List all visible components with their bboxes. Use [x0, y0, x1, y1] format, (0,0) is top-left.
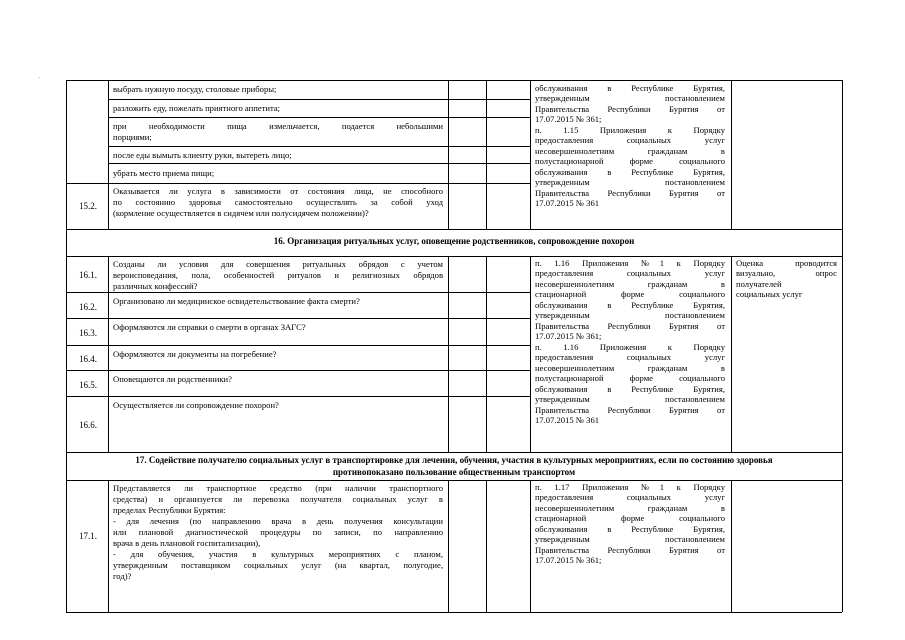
ref-line: обслуживания в Республике Бурятия,	[535, 83, 725, 93]
row-number: 16.1.	[79, 270, 97, 280]
question-line: Оформляются ли справки о смерти в органах ЗАГС?	[113, 322, 306, 332]
ref-line: предоставления социальных услуг	[535, 268, 725, 278]
ref-line: предоставления социальных услуг	[535, 352, 725, 362]
ref-line: несовершеннолетним гражданам в	[535, 363, 725, 373]
question-line: средства) и организуется ли перевозка получателя социальных услуг в	[113, 494, 443, 504]
question-line: - для лечения (по направлению врача в день получения консультации	[113, 516, 443, 526]
ref-line: несовершеннолетним гражданам в	[535, 279, 725, 289]
question-line: Оформляются ли документы на погребение?	[113, 349, 277, 359]
ref-line: Правительства Республики Бурятия от	[535, 321, 725, 331]
question-line: или плановой диагностической процедуры по записи, по направлению	[113, 527, 443, 537]
ref-line: обслуживания в Республике Бурятия,	[535, 524, 725, 534]
step-item: порциями;	[113, 132, 152, 142]
ref-line: Правительства Республики Бурятия от	[535, 188, 725, 198]
question-line: Созданы ли условия для совершения ритуальных обрядов с учетом	[113, 259, 443, 269]
step-item: выбрать нужную посуду, столовые приборы;	[113, 84, 277, 94]
ref-line: п. 1.15 Приложения к Порядку	[535, 125, 725, 135]
ref-line: 17.07.2015 № 361	[535, 415, 600, 425]
row-number: 17.1.	[79, 531, 97, 541]
ref-line: Правительства Республики Бурятия от	[535, 545, 725, 555]
question-line: (кормление осуществляется в сидячем или полусидячем положении)?	[113, 208, 369, 218]
ref-line: утвержденным постановлением	[535, 394, 725, 404]
section-16-title: 16. Организация ритуальных услуг, оповещение родственников, сопровождение похорон	[273, 236, 635, 246]
step-item: при необходимости пища измельчается, подается небольшими	[113, 121, 443, 131]
question-line: Организовано ли медицинское освидетельствование факта смерти?	[113, 296, 360, 306]
question-line: утвержденным поставщиком социальных услуг (на квартал, полугодие,	[113, 560, 443, 570]
row-number: 16.2.	[79, 302, 97, 312]
stray-mark: ·	[38, 74, 41, 82]
ref-line: утвержденным постановлением	[535, 177, 725, 187]
ref-line: обслуживания в Республике Бурятия,	[535, 167, 725, 177]
note-line: визуально, опрос	[736, 268, 837, 278]
ref-line: Правительства Республики Бурятия от	[535, 104, 725, 114]
ref-line: полустационарной форме социального	[535, 156, 725, 166]
ref-line: предоставления социальных услуг	[535, 135, 725, 145]
ref-line: утвержденным постановлением	[535, 93, 725, 103]
step-item: убрать место приема пищи;	[113, 168, 215, 178]
ref-line: 17.07.2015 № 361	[535, 198, 600, 208]
row-number: 16.4.	[79, 354, 97, 364]
ref-line: предоставления социальных услуг	[535, 492, 725, 502]
section-17-title-line2: противопоказано пользование общественным транспортом	[332, 467, 576, 477]
note-line: получателей	[736, 279, 782, 289]
ref-line: обслуживания в Республике Бурятия,	[535, 300, 725, 310]
row-number: 16.5.	[79, 380, 97, 390]
question-line: Оказывается ли услуга в зависимости от состояния лица, не способного	[113, 186, 443, 196]
ref-line: 17.07.2015 № 361;	[535, 331, 602, 341]
ref-line: 17.07.2015 № 361;	[535, 114, 602, 124]
step-item: разложить еду, пожелать приятного аппетита;	[113, 103, 281, 113]
ref-line: утвержденным постановлением	[535, 534, 725, 544]
question-line: вероисповедания, пола, особенностей ритуалов и религиозных обрядов	[113, 270, 443, 280]
question-line: по состоянию здоровья самостоятельно осуществлять за собой уход	[113, 197, 443, 207]
ref-line: несовершеннолетним гражданам в	[535, 503, 725, 513]
question-line: - для обучения, участия в культурных мероприятиях с планом,	[113, 549, 443, 559]
ref-line: п. 1.16 Приложения к Порядку	[535, 342, 725, 352]
ref-line: полустационарной форме социального	[535, 373, 725, 383]
question-line: пределах Республики Бурятия:	[113, 505, 226, 515]
question-line: Оповещаются ли родственники?	[113, 374, 232, 384]
ref-line: утвержденным постановлением	[535, 310, 725, 320]
row-number: 15.2.	[79, 201, 97, 211]
note-line: Оценка проводится	[736, 258, 837, 268]
question-line: различных конфессий?	[113, 281, 198, 291]
question-line: Осуществляется ли сопровождение похорон?	[113, 400, 279, 410]
ref-line: стационарной форме социального	[535, 513, 725, 523]
question-line: Представляется ли транспортное средство (при наличии транспортного	[113, 483, 443, 493]
note-line: социальных услуг	[736, 289, 803, 299]
ref-line: стационарной форме социального	[535, 289, 725, 299]
ref-line: 17.07.2015 № 361;	[535, 555, 602, 565]
ref-line: п. 1.16 Приложения №1 к Порядку	[535, 258, 725, 268]
section-17-title-line1: 17. Содействие получателю социальных услуг в транспортировке для лечения, обучения, участия в культурных мероприятиях, если по состоянию здоровья	[135, 455, 773, 465]
row-number: 16.6.	[79, 420, 97, 430]
step-item: после еды вымыть клиенту руки, вытереть лицо;	[113, 150, 292, 160]
ref-line: п. 1.17 Приложения №1 к Порядку	[535, 482, 725, 492]
row-number: 16.3.	[79, 328, 97, 338]
question-line: врача в день плановой госпитализации),	[113, 538, 261, 548]
ref-line: обслуживания в Республике Бурятия,	[535, 384, 725, 394]
ref-line: Правительства Республики Бурятия от	[535, 405, 725, 415]
ref-line: несовершеннолетним гражданам в	[535, 146, 725, 156]
question-line: год)?	[113, 571, 132, 581]
